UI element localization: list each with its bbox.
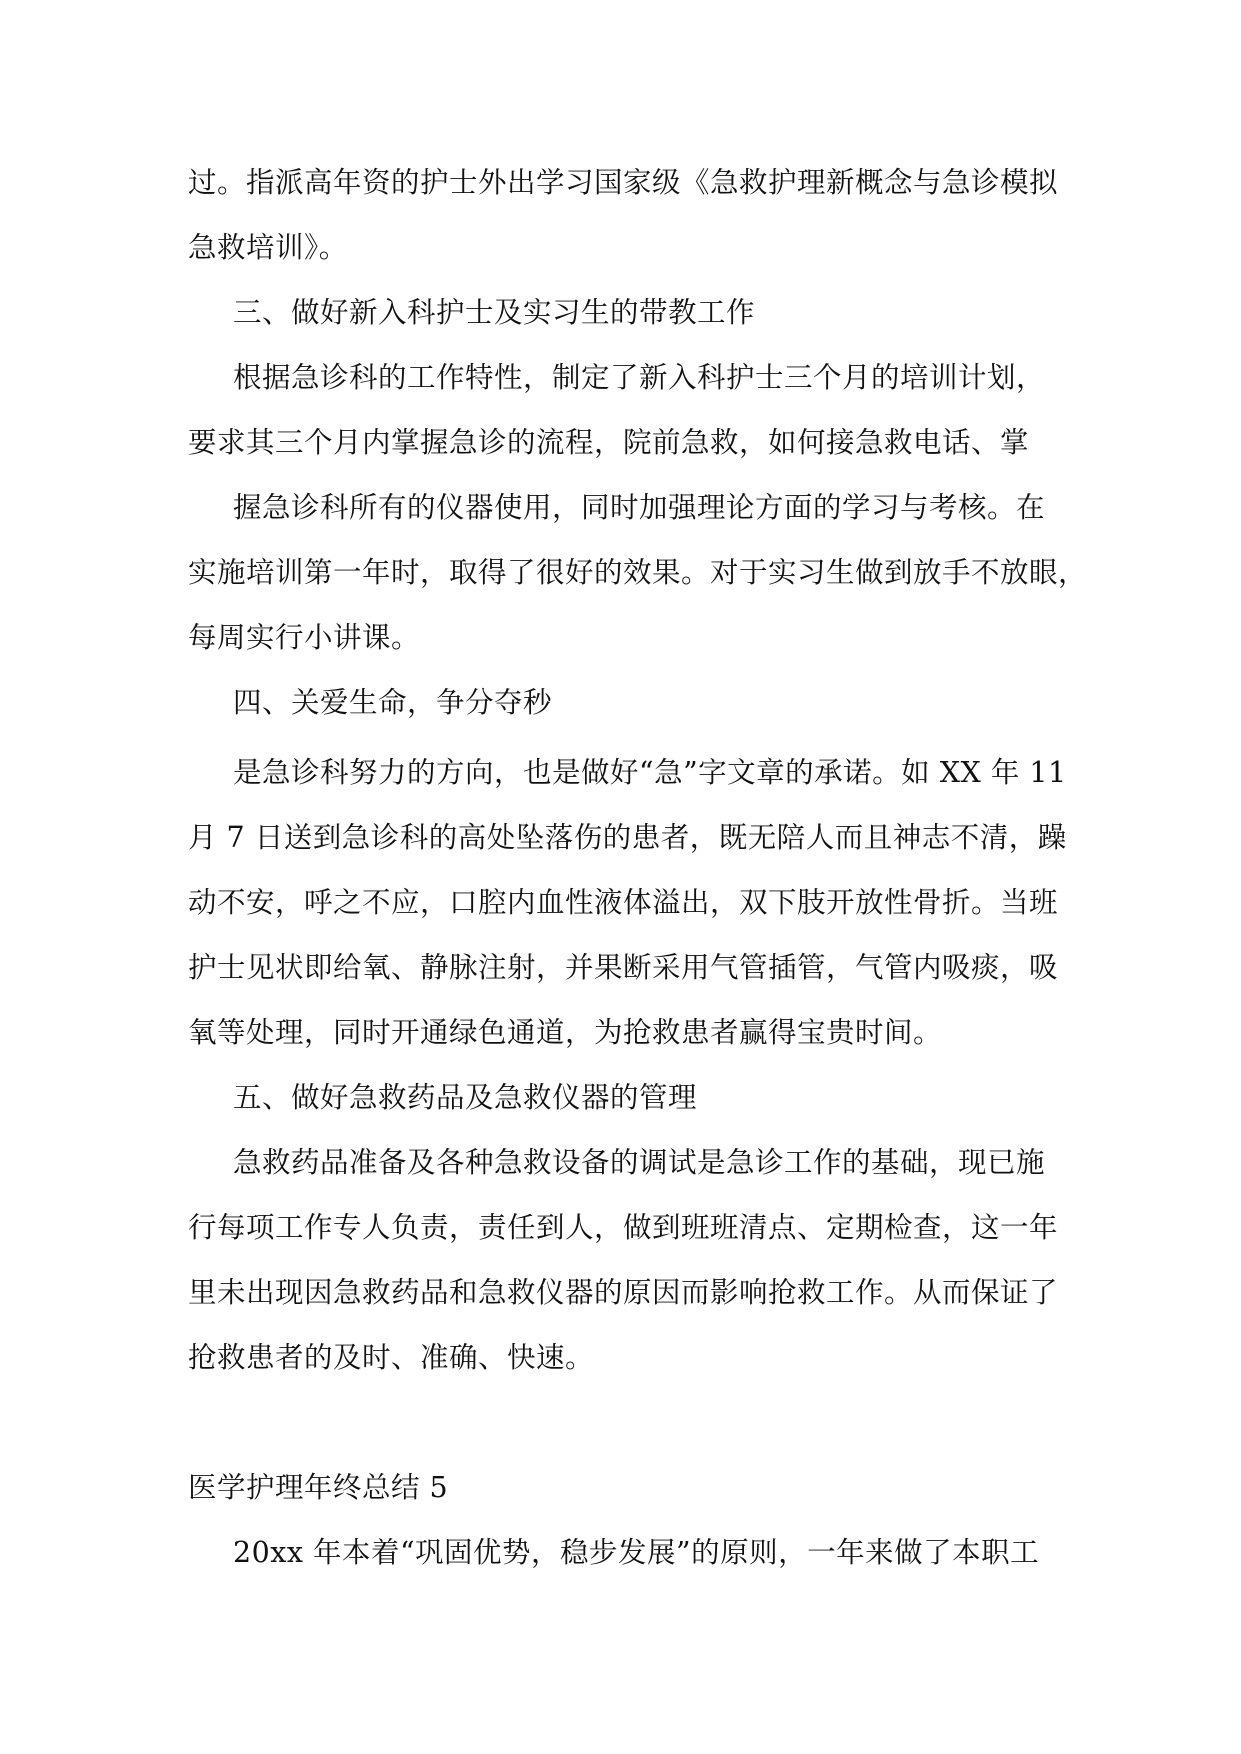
document-title: 医学护理年终总结 5 [188, 1471, 449, 1504]
section-heading: 三、做好新入科护士及实习生的带教工作 [233, 296, 756, 329]
paragraph-line: 实施培训第一年时，取得了很好的效果。对于实习生做到放手不放眼， [188, 556, 1088, 589]
section-heading: 五、做好急救药品及急救仪器的管理 [233, 1081, 698, 1114]
paragraph-line: 行每项工作专人负责，责任到人，做到班班清点、定期检查，这一年 [188, 1211, 1059, 1244]
paragraph-line: 20xx 年本着“巩固优势，稳步发展”的原则，一年来做了本职工 [233, 1536, 1040, 1569]
section-heading: 四、关爱生命，争分夺秒 [233, 686, 553, 719]
paragraph-line: 要求其三个月内掌握急诊的流程，院前急救，如何接急救电话、掌 [188, 426, 1030, 459]
paragraph-line: 急救药品准备及各种急救设备的调试是急诊工作的基础，现已施 [233, 1146, 1046, 1179]
paragraph-line: 动不安，呼之不应，口腔内血性液体溢出，双下肢开放性骨折。当班 [188, 886, 1059, 919]
paragraph-line: 抢救患者的及时、准确、快速。 [188, 1341, 595, 1374]
paragraph-line: 月 7 日送到急诊科的高处坠落伤的患者，既无陪人而且神志不清，躁 [188, 821, 1067, 854]
paragraph-line: 氧等处理，同时开通绿色通道，为抢救患者赢得宝贵时间。 [188, 1016, 943, 1049]
paragraph-line: 是急诊科努力的方向，也是做好“急”字文章的承诺。如 XX 年 11 [233, 756, 1067, 789]
paragraph-line: 护士见状即给氧、静脉注射，并果断采用气管插管，气管内吸痰，吸 [188, 951, 1059, 984]
paragraph-line: 每周实行小讲课。 [188, 621, 421, 654]
paragraph-line: 急救培训》。 [188, 231, 348, 264]
paragraph-line: 握急诊科所有的仪器使用，同时加强理论方面的学习与考核。在 [233, 491, 1046, 524]
paragraph-line: 过。指派高年资的护士外出学习国家级《急救护理新概念与急诊模拟 [188, 166, 1059, 199]
paragraph-line: 根据急诊科的工作特性，制定了新入科护士三个月的培训计划， [233, 361, 1046, 394]
paragraph-line: 里未出现因急救药品和急救仪器的原因而影响抢救工作。从而保证了 [188, 1276, 1059, 1309]
